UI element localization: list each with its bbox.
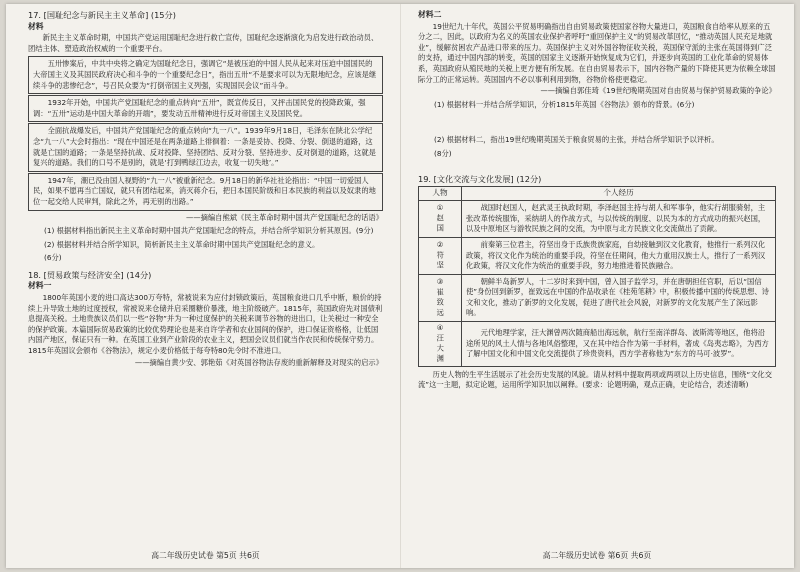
q18-heading — [28, 270, 383, 281]
person-description — [462, 274, 776, 321]
table-row — [419, 274, 776, 321]
q18-material-2-label: 材料二 — [418, 10, 442, 19]
q18-title: [贸易政策与经济安全] — [43, 269, 124, 280]
person-description — [462, 322, 776, 367]
answer-space — [418, 110, 776, 132]
person-cell — [419, 322, 462, 367]
person-cell — [419, 201, 462, 238]
person-index: ① — [436, 203, 444, 213]
page-6 — [418, 4, 776, 568]
q17-heading — [28, 10, 383, 21]
person-description — [462, 237, 776, 274]
q17-box-1-text: 五卅惨案后，中共中央将之确定为国耻纪念日，强调它“是被压迫的中国人民从起来对压迫中国国民的大帝国主义及其国民政府决心和斗争的一个重要纪念日”，指出五卅“不是要求可以为无限地纪念，应该是继续斗争的悲惨纪念”，号召民众要为“打倒帝国主义列强，实现国民会议”而斗争。 — [33, 59, 377, 90]
table-row — [419, 237, 776, 274]
q19-heading — [418, 174, 776, 185]
person-description-text: 元代地理学家，汪大渊曾两次随商船出海远航，航行至南洋群岛、波斯湾等地区，他将沿途所见的风土人情与各地风俗整理，又在其中结合作为第一手材料，著成《岛夷志略》，为西方了解中国文化和中国文化交流提供了珍贵资料，西方学者称他为“东方的马可·波罗”。 — [466, 327, 769, 359]
person-name: 汪大渊 — [436, 333, 446, 365]
q17-box-3-text: 全面抗战爆发后，中国共产党国耻纪念的重点转向“九一八”。1939年9月18日，毛泽东在陕北公学纪念“九一八”大会时指出：“现在中国还是在两条道路上徘徊着：一条是妥协、投降、分裂、倒退的道路，这就是亡国的道路；一条是坚持抗战、反对投降、坚持团结、反对分裂、坚持进步、反对倒退的道路，这就是复兴的道路。我们的口号不是别的，就是‘打到鸭绿江边去，收复一切失地’。” — [33, 126, 376, 168]
table-row — [419, 322, 776, 367]
q18-score: (14分) — [126, 269, 152, 280]
table-row — [419, 201, 776, 238]
q17-box-2-text: 1932年开始，中国共产党国耻纪念的重点转向“五卅”，既宣传反日，又抨击国民党的投降政策，强调：“五卅”运动是中国大革命的开端”，要发动五卅精神进行反对帝国主义及国民党。 — [33, 98, 366, 118]
q18-material-2-source: ——摘编自郭佳琦《19世纪晚期英国对自由贸易与保护贸易政策的争论》 — [540, 86, 776, 96]
person-description-text: 前秦第三位君主，符坚出身于氐族贵族家庭，自幼接触到汉文化教育，他推行一系列汉化政策，将汉文化作为统治的重要手段，符坚在任期间，他大力重用汉族士人，推行了一系列汉化政策，将汉文化作为统治的重要手段，努力地推进着民族融合。 — [466, 239, 766, 271]
q17-box-2 — [28, 95, 383, 122]
q17-box-4-text: 1947年，潮已没由国人视野的“九一八”被重新纪念。9月18日的新华社社论指出：“中国一切爱国人民，如果不愿再当亡国奴，就只有团结起来，消灭蒋介石，把日本国民阶级和日本民族的利益以及奴隶的地位一起交给人民审判，除此之外，再无别的出路。” — [33, 175, 376, 206]
person-index: ② — [436, 240, 444, 250]
q19-number: 19. — [418, 173, 432, 184]
person-name: 符坚 — [436, 250, 446, 272]
q17-source: ——摘编自熊斌《民主革命时期中国共产党国耻纪念的话语》 — [185, 212, 383, 222]
page-6-footer: 高二年级历史试卷 第6页 共6页 — [542, 551, 652, 561]
q17-score: (15分) — [150, 10, 176, 20]
q17-question-2: (2) 根据材料并结合所学知识，简析新民主主义革命时期中国共产党国耻纪念的意义。 — [44, 239, 320, 249]
q18-question-1: (1) 根据材料一并结合所学知识，分析1815年英国《谷物法》颁布的背景。(6分) — [434, 99, 695, 109]
page-5 — [28, 4, 383, 568]
q19-title: [文化交流与文化发展] — [433, 173, 514, 184]
q18-material-1-label: 材料一 — [28, 281, 52, 291]
q17-box-1 — [28, 56, 383, 94]
q17-box-3 — [28, 123, 383, 171]
q18-question-2-score: (8分) — [434, 148, 452, 158]
page-fold — [400, 4, 401, 568]
person-description-text: 战国时赵国人，赵武灵王执政时期，李泽赵国主持与胡人和军事争，他实行胡服骑射，主张改革传统服饰，采纳胡人的作战方式，与以传统的制度、以民为本的方式成功的振兴赵国，以及中原地区与游牧民族之间的交流，为中原与北方民族文化交流做出了贡献。 — [466, 203, 766, 234]
q18-question-2: (2) 根据材料二，指出19世纪晚期英国关于粮食贸易的主张，并结合所学知识予以评析。 — [434, 135, 719, 145]
person-index: ④ — [436, 323, 444, 333]
q18-material-1-text: 1800年英国小麦的进口高达300万夸特，常被说来为应付封锁政策后，英国粮食进口几乎中断，粮价的持续上升导致土地的过度授权，常被说来仓储并启采圈糖价暴涨，地主阶级破产。1815年，英国政府先对国债利息提高关税。土地贵族议员们以一些“谷物”并为一种过度保护的关税来调节谷物的进出口，让关税过一种安全的保护政策。本篇国际贸易政策的比较优势理论也是来自许学者和农业国间的保护，进口保证资格格，让低国内国产地区，保证只有一种。在英国工业到产业阶段的农业主义，把国会议员们就当作农民和传统保守势力。1815年英国议会颁布《谷物法》，规定小麦价格低于每夸特80先令时不准进口。 — [28, 293, 383, 356]
q19-question: 历史人物的生平生活展示了社会历史发展的风貌。请从材料中提取两项或两项以上历史信息，围绕“文化交流”这一主题，拟定论题，运用所学知识加以阐释。(要求：论题明确，观点正确，史论结合，表述清晰) — [418, 369, 773, 390]
q17-material-label: 材料 — [28, 21, 44, 31]
q17-title: [国耻纪念与新民主主义革命] — [43, 10, 149, 20]
person-description-text: 朝鲜半岛新罗人，十二岁时来到中国，曾入国子监学习，并在唐朝担任官职，后以“国信使”身份回到新罗，崔致远在中国的作品收录在《桂苑笔耕》中，积极传播中国的传统思想、诗文和文化，推动了新罗的文化发展，促进了唐代社会风貌，对新罗的文化发展产生了深远影响。 — [466, 276, 769, 318]
person-name: 赵国 — [436, 214, 446, 235]
q17-question-2-score: (6分) — [44, 253, 62, 263]
exam-sheet — [6, 4, 794, 568]
answer-space — [418, 160, 776, 168]
q19-col-desc: 个人经历 — [462, 187, 776, 201]
q18-material-2-text: 19世纪九十年代，英国公平贸易明确指出自由贸易政策使国家谷物大量进口，英国粮食自给率从原来的五分之二，因此，以政府为名义的英国农业保护者呼吁“重回保护主义”的贸易改革回忆，“推动英国人民充足地就业”，缓解贫困农产品进口带来的压力。英国保护主义对外国谷物征收关税，英国保守派的主张在英国得到广泛的支持，通过中国内部的转变，英国的国家主义逐渐开始恢复成为它们，并逐步向英国的工业化革命的贸易体系，英国政府从殖民地的关税上更方便有所发展。在自由贸易表示下，国内谷物产量的下降使其更为依赖全球国际分工的正常运转。英国国内不必以事利利用到物，谷物价格使更稳定。 — [418, 21, 776, 84]
person-cell — [419, 237, 462, 274]
q17-number: 17. — [28, 10, 42, 20]
person-description — [462, 201, 776, 238]
q18-material-1-source: ——摘编自黄少安、郭艳茹《对英国谷物法存废的重新解释及对现实的启示》 — [134, 357, 383, 367]
q19-col-person: 人物 — [419, 187, 462, 201]
q17-question-1: (1) 根据材料指出新民主主义革命时期中国共产党国耻纪念的特点，并结合所学知识分析其原因。(9分) — [44, 226, 374, 236]
person-name: 崔致远 — [436, 287, 446, 319]
person-cell — [419, 274, 462, 321]
q18-number: 18. — [28, 269, 42, 280]
q19-table — [418, 186, 776, 366]
q17-box-4 — [28, 173, 383, 211]
person-index: ③ — [436, 277, 444, 287]
page-5-footer: 高二年级历史试卷 第5页 共6页 — [151, 551, 260, 561]
q19-table-header — [419, 187, 776, 201]
q19-score: (12分) — [516, 173, 542, 184]
q17-intro: 新民主主义革命时期，中国共产党运用国耻纪念进行救亡宣传，国耻纪念逐渐演化为启发进行政治动员、团结主体、塑造政治权威的一个重要平台。 — [28, 33, 379, 53]
